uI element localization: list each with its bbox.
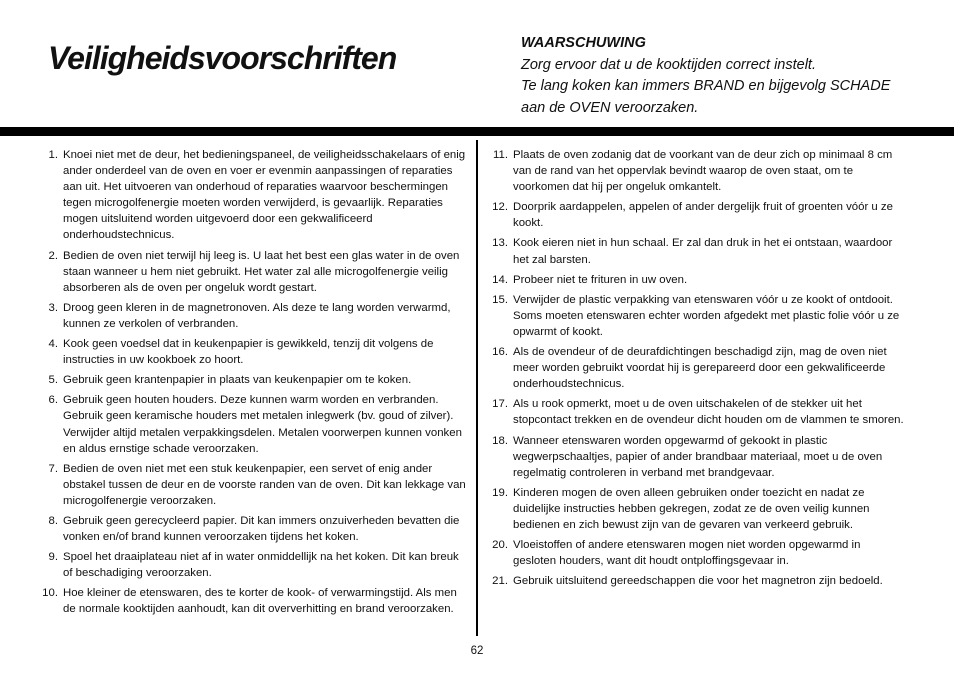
item-number: 16. [492, 346, 508, 359]
item-text: Kinderen mogen de oven alleen gebruiken onder toezicht en nadat ze duidelijke instructies hebben gekregen, zodat ze de oven veilig kunnen bedienen en zich bewust zijn van de gevaren van verkeerd gebruik. [513, 486, 870, 531]
item-text: Wanneer etenswaren worden opgewarmd of gekookt in plastic wegwerpschaaltjes, papier of ander brandbaar materiaal, moet u de oven regelmatig controleren in verband met brandgevaar. [513, 434, 883, 479]
item-text: Gebruik geen houten houders. Deze kunnen warm worden en verbranden. Gebruik geen keramische houders met metalen inlegwerk (bv. goud of zilver). Verwijder altijd metalen verpakkingsdelen. Metalen voorwerpen kunnen vonken en aldus ernstige schade veroorzaken. [63, 394, 462, 455]
item-text: Knoei niet met de deur, het bedieningspaneel, de veiligheidsschakelaars of enig ander onderdeel van de oven en voer er evenmin aanpassingen of reparaties aan uit. Het uitvoeren van onderhoud of reparaties waarvoor beschermingen tegen microgolfenergie moeten worden verwijderd, is gevaarlijk. Reparaties mogen uitsluitend worden uitgevoerd door een gekwalificeerd onderhoudstechnicus. [63, 149, 466, 242]
item-text: Gebruik geen gerecycleerd papier. Dit kan immers onzuiverheden bevatten die vonken en/of brand kunnen veroorzaken tijdens het koken. [63, 514, 460, 544]
list-item [486, 292, 906, 340]
item-text: Kook geen voedsel dat in keukenpapier is gewikkeld, tenzij dit volgens de instructies in uw kookboek zo hoort. [63, 338, 434, 367]
item-text: Doorprik aardappelen, appelen of ander dergelijk fruit of groenten vóór u ze kookt. [513, 201, 893, 230]
item-number: 17. [492, 398, 508, 411]
item-number: 5. [48, 374, 58, 387]
item-text: Bedien de oven niet terwijl hij leeg is. U laat het best een glas water in de oven staan wanneer u hem niet gebruikt. Het water zal alle microgolfenergie veilig absorberen als de oven per ongeluk wordt gestart. [63, 249, 460, 294]
list-item [30, 461, 468, 509]
list-item [486, 344, 906, 392]
item-text: Verwijder de plastic verpakking van etenswaren vóór u ze kookt of ontdooit. Soms moeten etenswaren echter worden afgedekt met plastic folie vóór u ze opwarmt of kookt. [513, 293, 900, 338]
list-item [30, 147, 468, 244]
item-number: 10. [42, 587, 58, 600]
item-text: Spoel het draaiplateau niet af in water onmiddellijk na het koken. Dit kan breuk of beschadiging veroorzaken. [63, 551, 459, 580]
column-divider [476, 140, 478, 636]
item-text: Hoe kleiner de etenswaren, des te korter de kook- of verwarmingstijd. Als men de normale kooktijden aanhoudt, kan dit oververhitting en brand veroorzaken. [63, 587, 457, 616]
item-number: 13. [492, 237, 508, 250]
item-number: 1. [48, 149, 58, 161]
item-number: 11. [493, 149, 508, 161]
list-item [30, 549, 468, 581]
safety-list-right [486, 147, 906, 593]
list-item [486, 537, 906, 569]
list-item [30, 300, 468, 332]
page-title: Veiligheidsvoorschriften [48, 40, 397, 76]
item-number: 18. [492, 434, 508, 447]
item-text: Vloeistoffen of andere etenswaren mogen niet worden opgewarmd in gesloten houders, want dit houdt ontploffingsgevaar in. [513, 539, 861, 568]
item-number: 14. [492, 273, 508, 286]
warning-line: Te lang koken kan immers BRAND en bijgevolg SCHADE [521, 78, 891, 94]
page-number: 62 [470, 645, 484, 657]
item-number: 12. [492, 201, 508, 214]
list-item [486, 433, 906, 481]
list-item [30, 585, 468, 617]
list-item [486, 235, 906, 267]
list-item [486, 573, 906, 589]
safety-list-left [30, 147, 468, 622]
item-text: Probeer niet te frituren in uw oven. [513, 273, 688, 286]
item-number: 15. [492, 293, 508, 306]
list-item [30, 513, 468, 545]
item-text: Droog geen kleren in de magnetronoven. Als deze te lang worden verwarmd, kunnen ze verkolen of verbranden. [63, 301, 451, 330]
item-text: Als u rook opmerkt, moet u de oven uitschakelen of de stekker uit het stopcontact trekken en de ovendeur dicht houden om de vlammen te smoren. [513, 398, 904, 427]
list-item [486, 272, 906, 288]
item-number: 2. [48, 249, 58, 262]
item-number: 6. [48, 394, 58, 407]
list-item [30, 392, 468, 456]
item-number: 20. [492, 539, 508, 552]
list-item [30, 248, 468, 296]
item-number: 21. [492, 575, 508, 588]
item-number: 19. [492, 486, 508, 499]
warning-line: Zorg ervoor dat u de kooktijden correct instelt. [521, 56, 816, 73]
list-item [486, 199, 906, 231]
item-number: 9. [48, 551, 58, 564]
list-item [30, 372, 468, 388]
warning-heading: WAARSCHUWING [521, 35, 646, 51]
item-text: Gebruik uitsluitend gereedschappen die voor het magnetron zijn bedoeld. [513, 575, 883, 588]
list-item [486, 396, 906, 428]
warning-line: aan de OVEN veroorzaken. [521, 99, 699, 116]
item-number: 8. [48, 514, 58, 527]
item-number: 7. [48, 462, 58, 475]
item-text: Kook eieren niet in hun schaal. Er zal dan druk in het ei ontstaan, waardoor het zal barsten. [513, 237, 893, 266]
list-item [486, 147, 906, 195]
item-text: Gebruik geen krantenpapier in plaats van keukenpapier om te koken. [63, 374, 412, 387]
header-divider [0, 127, 954, 136]
warning-box [521, 33, 941, 119]
list-item [486, 485, 906, 533]
item-number: 3. [48, 301, 58, 314]
list-item [30, 336, 468, 368]
item-number: 4. [48, 338, 58, 351]
item-text: Als de ovendeur of de deurafdichtingen beschadigd zijn, mag de oven niet meer worden gebruikt voordat hij is gerepareerd door een gekwalificeerde onderhoudstechnicus. [513, 346, 887, 391]
item-text: Bedien de oven niet met een stuk keukenpapier, een servet of enig ander obstakel tussen de deur en de voorste randen van de oven. Dit kan lekkage van microgolfenergie veroorzaken. [63, 462, 466, 507]
item-text: Plaats de oven zodanig dat de voorkant van de deur zich op minimaal 8 cm van de rand van het oppervlak bevindt waarop de oven staat, om te voorkomen dat hij per ongeluk omkantelt. [513, 149, 893, 194]
